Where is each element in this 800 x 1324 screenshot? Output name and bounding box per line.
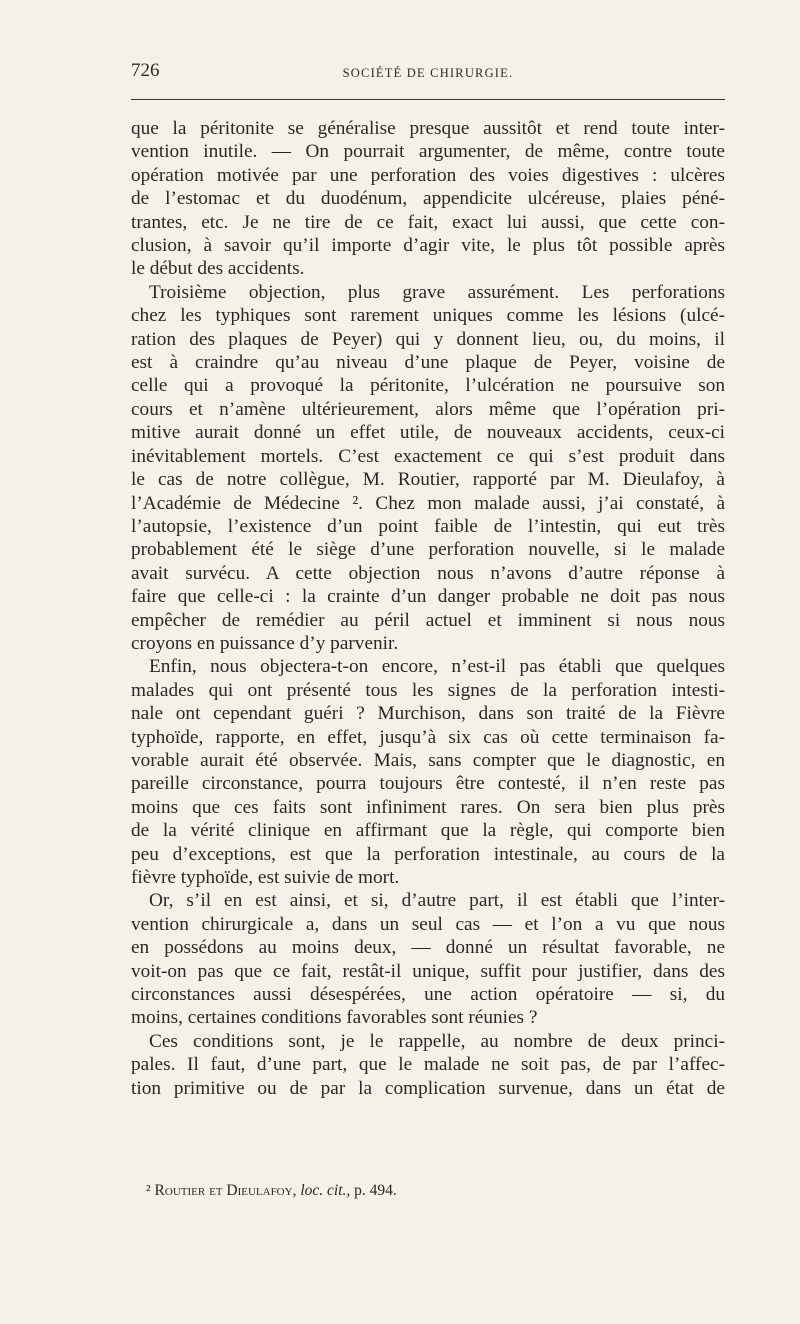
text-line: Ces conditions sont, je le rappelle, au nombre de deux princi- — [149, 1030, 725, 1052]
text-line: typhoïde, rapporte, en effet, jusqu’à six cas où cette terminaison fa- — [131, 726, 725, 748]
text-line: mitive aurait donné un effet utile, de nouveaux accidents, ceux-ci — [131, 422, 725, 444]
text-line: opération motivée par une perforation des voies digestives : ulcères — [131, 164, 725, 186]
page-header — [131, 60, 725, 90]
footnote-authors: Routier et Dieulafoy, — [154, 1182, 297, 1199]
text-line: celle qui a provoqué la péritonite, l’ulcération ne poursuive son — [131, 375, 725, 397]
text-line: le début des accidents. — [131, 258, 305, 280]
text-line: le cas de notre collègue, M. Routier, rapporté par M. Dieulafoy, à — [131, 469, 725, 491]
text-line: est à craindre qu’au niveau d’une plaque de Peyer, voisine de — [131, 352, 725, 374]
text-line: avait survécu. A cette objection nous n’avons d’autre réponse à — [131, 562, 725, 584]
footnote — [146, 1181, 726, 1201]
footnote-ref: loc. cit., — [300, 1182, 351, 1199]
text-line: moins, certaines conditions favorables sont réunies ? — [131, 1007, 538, 1029]
text-line: de la vérité clinique en affirmant que la règle, qui comporte bien — [131, 820, 725, 842]
footnote-page: p. 494. — [354, 1182, 397, 1199]
text-line: malades qui ont présenté tous les signes de la perforation intesti- — [131, 679, 725, 701]
body-text — [131, 117, 725, 1100]
text-line: moins que ces faits sont infiniment rares. On sera bien plus près — [131, 796, 725, 818]
text-line: croyons en puissance d’y parvenir. — [131, 632, 399, 654]
text-line: clusion, à savoir qu’il importe d’agir vite, le plus tôt possible après — [131, 235, 725, 257]
text-line: chez les typhiques sont rarement uniques comme les lésions (ulcé- — [131, 305, 725, 327]
header-rule — [131, 99, 725, 100]
text-line: en possédons au moins deux, — donné un résultat favorable, ne — [131, 937, 725, 959]
text-line: nale ont cependant guéri ? Murchison, dans son traité de la Fièvre — [131, 703, 725, 725]
text-line: pareille circonstance, pourra toujours être contesté, il n’en reste pas — [131, 773, 725, 795]
text-line: faire que celle-ci : la crainte d’un danger probable ne doit pas nous — [131, 586, 725, 608]
text-line: probablement été le siège d’une perforation nouvelle, si le malade — [131, 539, 725, 561]
page-number: 726 — [131, 60, 160, 81]
text-line: voit-on pas que ce fait, restât-il unique, suffit pour justifier, dans des — [131, 960, 725, 982]
footnote-marker: ² — [146, 1182, 151, 1199]
text-line: Troisième objection, plus grave assurément. Les perforations — [149, 281, 725, 303]
text-line: vorable aurait été observée. Mais, sans compter que le diagnostic, en — [131, 749, 725, 771]
text-line: inévitablement mortels. C’est exactement ce qui s’est produit dans — [131, 445, 725, 467]
text-line: l’Académie de Médecine ². Chez mon malade aussi, j’ai constaté, à — [131, 492, 725, 514]
text-line: cours et n’amène ultérieurement, alors même que l’opération pri- — [131, 398, 725, 420]
text-line: trantes, etc. Je ne tire de ce fait, exact lui aussi, que cette con- — [131, 211, 725, 233]
running-title: SOCIÉTÉ DE CHIRURGIE. — [342, 66, 514, 80]
text-line: que la péritonite se généralise presque aussitôt et rend toute inter- — [131, 118, 725, 139]
text-line: de l’estomac et du duodénum, appendicite ulcéreuse, plaies péné- — [131, 188, 725, 210]
text-line: empêcher de remédier au péril actuel et imminent si nous nous — [131, 609, 725, 631]
text-line: ration des plaques de Peyer) qui y donnent lieu, ou, du moins, il — [131, 328, 725, 350]
text-line: pales. Il faut, d’une part, que le malade ne soit pas, de par l’affec- — [131, 1054, 725, 1076]
text-line: peu d’exceptions, est que la perforation intestinale, au cours de la — [131, 843, 725, 865]
text-line: Enfin, nous objectera-t-on encore, n’est-il pas établi que quelques — [149, 656, 725, 678]
text-line: tion primitive ou de par la complication survenue, dans un état de — [131, 1077, 725, 1099]
text-line: fièvre typhoïde, est suivie de mort. — [131, 867, 400, 888]
text-line: circonstances aussi désespérées, une action opératoire — si, du — [131, 984, 725, 1006]
text-line: vention chirurgicale a, dans un seul cas — et l’on a vu que nous — [131, 913, 725, 935]
text-line: l’autopsie, l’existence d’un point faible de l’intestin, qui eut très — [131, 515, 725, 537]
text-line: Or, s’il en est ainsi, et si, d’autre part, il est établi que l’inter- — [149, 890, 725, 912]
text-line: vention inutile. — On pourrait argumenter, de même, contre toute — [131, 141, 725, 163]
